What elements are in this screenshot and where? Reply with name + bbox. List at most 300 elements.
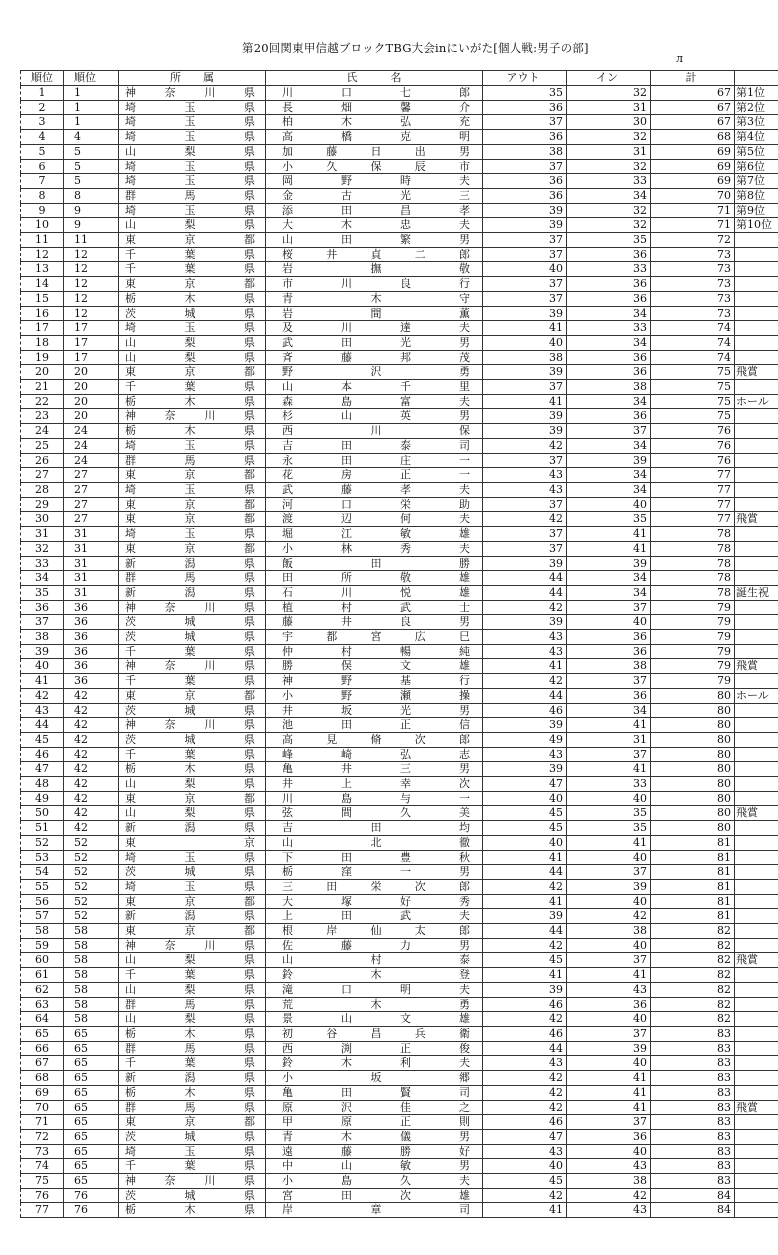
results-table xyxy=(20,70,778,1218)
cell-in: 37 xyxy=(567,1027,651,1042)
affiliation-text: 山 梨 県 xyxy=(125,218,255,232)
cell-name xyxy=(266,365,483,380)
cell-note: 飛賞 xyxy=(735,953,778,968)
cell-rank: 57 xyxy=(21,909,64,924)
name-text: 鈴 木 利 夫 xyxy=(282,1056,470,1070)
col-affiliation: 所 属 xyxy=(119,71,266,86)
table-row xyxy=(21,556,778,571)
cell-rank: 32 xyxy=(21,541,64,556)
cell-name xyxy=(266,174,483,189)
cell-affiliation xyxy=(119,1188,266,1203)
cell-note xyxy=(735,438,778,453)
table-row xyxy=(21,174,778,189)
cell-affiliation xyxy=(119,1027,266,1042)
name-text: 峰 崎 弘 志 xyxy=(282,747,470,761)
cell-note xyxy=(735,321,778,336)
cell-in: 37 xyxy=(567,600,651,615)
table-row xyxy=(21,497,778,512)
cell-name xyxy=(266,115,483,130)
cell-name xyxy=(266,850,483,865)
cell-note: 第10位 xyxy=(735,218,778,233)
cell-affiliation xyxy=(119,982,266,997)
cell-affiliation xyxy=(119,365,266,380)
cell-total: 75 xyxy=(651,365,735,380)
table-row xyxy=(21,644,778,659)
cell-affiliation xyxy=(119,130,266,145)
cell-rank: 48 xyxy=(21,777,64,792)
cell-name xyxy=(266,218,483,233)
cell-out: 44 xyxy=(483,571,567,586)
cell-order: 65 xyxy=(64,1129,119,1144)
cell-affiliation xyxy=(119,556,266,571)
cell-out: 43 xyxy=(483,1144,567,1159)
cell-name xyxy=(266,600,483,615)
name-text: 宇 都 宮 広 巳 xyxy=(282,630,470,644)
name-text: 滝 口 明 夫 xyxy=(282,982,470,996)
cell-out: 41 xyxy=(483,850,567,865)
cell-rank: 21 xyxy=(21,380,64,395)
cell-note xyxy=(735,924,778,939)
cell-out: 41 xyxy=(483,394,567,409)
cell-note: ホール xyxy=(735,394,778,409)
cell-out: 39 xyxy=(483,365,567,380)
cell-order: 36 xyxy=(64,659,119,674)
name-text: 斉 藤 邦 茂 xyxy=(282,350,470,364)
cell-out: 39 xyxy=(483,615,567,630)
cell-note xyxy=(735,600,778,615)
cell-rank: 49 xyxy=(21,791,64,806)
cell-affiliation xyxy=(119,188,266,203)
cell-name xyxy=(266,203,483,218)
name-text: 池 田 正 信 xyxy=(282,718,470,732)
cell-rank: 6 xyxy=(21,159,64,174)
cell-total: 80 xyxy=(651,688,735,703)
cell-rank: 25 xyxy=(21,438,64,453)
cell-rank: 67 xyxy=(21,1056,64,1071)
cell-note xyxy=(735,791,778,806)
cell-order: 76 xyxy=(64,1188,119,1203)
cell-in: 33 xyxy=(567,777,651,792)
cell-affiliation xyxy=(119,453,266,468)
cell-note xyxy=(735,541,778,556)
name-text: 青 木 儀 男 xyxy=(282,1129,470,1143)
cell-in: 37 xyxy=(567,424,651,439)
table-row xyxy=(21,806,778,821)
table-row xyxy=(21,453,778,468)
cell-total: 80 xyxy=(651,732,735,747)
cell-in: 41 xyxy=(567,527,651,542)
table-row xyxy=(21,938,778,953)
cell-order: 12 xyxy=(64,291,119,306)
cell-note: 飛賞 xyxy=(735,365,778,380)
cell-order: 8 xyxy=(64,188,119,203)
cell-note xyxy=(735,409,778,424)
cell-name xyxy=(266,159,483,174)
table-row xyxy=(21,1071,778,1086)
cell-out: 39 xyxy=(483,424,567,439)
affiliation-text: 新 潟 県 xyxy=(125,556,255,570)
cell-affiliation xyxy=(119,159,266,174)
cell-note xyxy=(735,821,778,836)
cell-name xyxy=(266,909,483,924)
affiliation-text: 神 奈 川 県 xyxy=(125,600,255,614)
name-text: 柏 木 弘 充 xyxy=(282,115,470,129)
affiliation-text: 茨 城 県 xyxy=(125,865,255,879)
cell-in: 40 xyxy=(567,894,651,909)
cell-in: 31 xyxy=(567,732,651,747)
cell-affiliation xyxy=(119,1203,266,1218)
cell-order: 42 xyxy=(64,732,119,747)
cell-affiliation xyxy=(119,541,266,556)
cell-out: 37 xyxy=(483,497,567,512)
cell-order: 5 xyxy=(64,174,119,189)
cell-out: 44 xyxy=(483,688,567,703)
cell-out: 40 xyxy=(483,1159,567,1174)
cell-total: 73 xyxy=(651,291,735,306)
cell-out: 39 xyxy=(483,909,567,924)
cell-rank: 71 xyxy=(21,1115,64,1130)
cell-affiliation xyxy=(119,732,266,747)
affiliation-text: 栃 木 県 xyxy=(125,1027,255,1040)
header-row xyxy=(21,71,778,86)
cell-order: 27 xyxy=(64,468,119,483)
cell-out: 38 xyxy=(483,144,567,159)
table-row xyxy=(21,600,778,615)
cell-in: 34 xyxy=(567,571,651,586)
name-text: 栃 窪 一 男 xyxy=(282,865,470,879)
cell-out: 44 xyxy=(483,585,567,600)
cell-affiliation xyxy=(119,394,266,409)
cell-in: 40 xyxy=(567,1056,651,1071)
table-row xyxy=(21,1056,778,1071)
affiliation-text: 山 梨 県 xyxy=(125,982,255,996)
cell-rank: 72 xyxy=(21,1129,64,1144)
cell-rank: 22 xyxy=(21,394,64,409)
cell-note xyxy=(735,865,778,880)
cell-in: 32 xyxy=(567,159,651,174)
name-text: 中 山 敏 男 xyxy=(282,1159,470,1173)
cell-affiliation xyxy=(119,497,266,512)
col-order: 順位 xyxy=(64,71,119,86)
cell-affiliation xyxy=(119,615,266,630)
cell-in: 36 xyxy=(567,409,651,424)
cell-out: 37 xyxy=(483,247,567,262)
cell-name xyxy=(266,130,483,145)
cell-note xyxy=(735,997,778,1012)
cell-affiliation xyxy=(119,953,266,968)
cell-in: 31 xyxy=(567,144,651,159)
name-text: 高 橋 克 明 xyxy=(282,130,470,144)
name-text: 下 田 豊 秋 xyxy=(282,850,470,864)
cell-out: 35 xyxy=(483,86,567,101)
cell-note xyxy=(735,968,778,983)
table-row xyxy=(21,468,778,483)
cell-total: 79 xyxy=(651,644,735,659)
cell-note xyxy=(735,453,778,468)
cell-in: 36 xyxy=(567,688,651,703)
cell-affiliation xyxy=(119,527,266,542)
cell-total: 83 xyxy=(651,1174,735,1189)
affiliation-text: 山 梨 県 xyxy=(125,806,255,820)
affiliation-text: 埼 玉 県 xyxy=(125,100,255,114)
cell-order: 36 xyxy=(64,600,119,615)
cell-name xyxy=(266,541,483,556)
cell-total: 82 xyxy=(651,968,735,983)
cell-out: 40 xyxy=(483,335,567,350)
cell-name xyxy=(266,1071,483,1086)
cell-in: 41 xyxy=(567,1071,651,1086)
cell-order: 65 xyxy=(64,1159,119,1174)
cell-order: 65 xyxy=(64,1144,119,1159)
cell-out: 40 xyxy=(483,835,567,850)
cell-order: 31 xyxy=(64,571,119,586)
cell-total: 67 xyxy=(651,86,735,101)
cell-total: 81 xyxy=(651,865,735,880)
cell-note: 第3位 xyxy=(735,115,778,130)
name-text: 長 畑 馨 介 xyxy=(282,100,470,114)
affiliation-text: 茨 城 県 xyxy=(125,1129,255,1143)
affiliation-text: 千 葉 県 xyxy=(125,247,255,261)
cell-order: 52 xyxy=(64,865,119,880)
cell-out: 40 xyxy=(483,791,567,806)
table-row xyxy=(21,380,778,395)
cell-in: 35 xyxy=(567,821,651,836)
cell-affiliation xyxy=(119,482,266,497)
cell-affiliation xyxy=(119,277,266,292)
name-text: 添 田 昌 孝 xyxy=(282,203,470,217)
cell-name xyxy=(266,703,483,718)
affiliation-text: 山 梨 県 xyxy=(125,777,255,791)
affiliation-text: 埼 玉 県 xyxy=(125,879,255,893)
cell-total: 78 xyxy=(651,585,735,600)
cell-in: 38 xyxy=(567,380,651,395)
cell-note xyxy=(735,335,778,350)
cell-order: 65 xyxy=(64,1085,119,1100)
cell-in: 41 xyxy=(567,968,651,983)
cell-out: 38 xyxy=(483,350,567,365)
cell-rank: 74 xyxy=(21,1159,64,1174)
cell-order: 12 xyxy=(64,262,119,277)
cell-note xyxy=(735,1159,778,1174)
cell-order: 52 xyxy=(64,894,119,909)
table-row xyxy=(21,791,778,806)
cell-out: 39 xyxy=(483,762,567,777)
cell-affiliation xyxy=(119,1115,266,1130)
cell-in: 37 xyxy=(567,865,651,880)
affiliation-text: 新 潟 県 xyxy=(125,585,255,599)
affiliation-text: 茨 城 県 xyxy=(125,1188,255,1202)
cell-order: 4 xyxy=(64,130,119,145)
cell-order: 17 xyxy=(64,321,119,336)
cell-name xyxy=(266,688,483,703)
cell-affiliation xyxy=(119,335,266,350)
cell-note: 飛賞 xyxy=(735,806,778,821)
cell-affiliation xyxy=(119,424,266,439)
cell-rank: 29 xyxy=(21,497,64,512)
cell-name xyxy=(266,1203,483,1218)
cell-out: 37 xyxy=(483,233,567,248)
cell-total: 67 xyxy=(651,100,735,115)
cell-order: 31 xyxy=(64,527,119,542)
cell-rank: 4 xyxy=(21,130,64,145)
cell-rank: 39 xyxy=(21,644,64,659)
affiliation-text: 埼 玉 県 xyxy=(125,850,255,864)
cell-affiliation xyxy=(119,409,266,424)
table-row xyxy=(21,953,778,968)
cell-rank: 5 xyxy=(21,144,64,159)
cell-out: 37 xyxy=(483,380,567,395)
cell-note xyxy=(735,835,778,850)
cell-total: 75 xyxy=(651,380,735,395)
table-row xyxy=(21,188,778,203)
cell-out: 36 xyxy=(483,100,567,115)
name-text: 森 島 富 夫 xyxy=(282,394,470,408)
cell-note xyxy=(735,1144,778,1159)
cell-total: 71 xyxy=(651,218,735,233)
cell-total: 79 xyxy=(651,615,735,630)
name-text: 上 田 武 夫 xyxy=(282,909,470,923)
cell-rank: 50 xyxy=(21,806,64,821)
name-text: 弦 間 久 美 xyxy=(282,806,470,820)
cell-total: 69 xyxy=(651,159,735,174)
cell-note xyxy=(735,556,778,571)
cell-rank: 11 xyxy=(21,233,64,248)
table-row xyxy=(21,130,778,145)
cell-name xyxy=(266,835,483,850)
cell-in: 34 xyxy=(567,394,651,409)
affiliation-text: 東 京 xyxy=(125,835,255,849)
cell-out: 49 xyxy=(483,732,567,747)
cell-rank: 17 xyxy=(21,321,64,336)
cell-name xyxy=(266,482,483,497)
name-text: 西 渕 正 俊 xyxy=(282,1041,470,1055)
affiliation-text: 茨 城 県 xyxy=(125,703,255,717)
affiliation-text: 埼 玉 県 xyxy=(125,321,255,335)
cell-affiliation xyxy=(119,777,266,792)
name-text: 渡 辺 何 夫 xyxy=(282,512,470,526)
cell-in: 40 xyxy=(567,791,651,806)
cell-out: 44 xyxy=(483,865,567,880)
cell-in: 40 xyxy=(567,1012,651,1027)
cell-affiliation xyxy=(119,100,266,115)
name-text: 川 島 与 一 xyxy=(282,791,470,805)
cell-affiliation xyxy=(119,630,266,645)
cell-total: 78 xyxy=(651,527,735,542)
cell-total: 72 xyxy=(651,233,735,248)
cell-order: 27 xyxy=(64,512,119,527)
cell-name xyxy=(266,777,483,792)
cell-name xyxy=(266,968,483,983)
affiliation-text: 東 京 都 xyxy=(125,365,255,379)
cell-in: 35 xyxy=(567,233,651,248)
cell-affiliation xyxy=(119,233,266,248)
cell-in: 40 xyxy=(567,1144,651,1159)
cell-rank: 10 xyxy=(21,218,64,233)
cell-in: 34 xyxy=(567,482,651,497)
cell-rank: 7 xyxy=(21,174,64,189)
affiliation-text: 東 京 都 xyxy=(125,791,255,805)
cell-rank: 56 xyxy=(21,894,64,909)
cell-in: 36 xyxy=(567,247,651,262)
cell-affiliation xyxy=(119,1174,266,1189)
cell-in: 36 xyxy=(567,644,651,659)
table-row xyxy=(21,482,778,497)
cell-order: 42 xyxy=(64,688,119,703)
cell-rank: 12 xyxy=(21,247,64,262)
cell-name xyxy=(266,1027,483,1042)
table-row xyxy=(21,1174,778,1189)
cell-name xyxy=(266,438,483,453)
cell-name xyxy=(266,924,483,939)
cell-out: 37 xyxy=(483,453,567,468)
cell-in: 33 xyxy=(567,262,651,277)
cell-order: 65 xyxy=(64,1056,119,1071)
table-row xyxy=(21,615,778,630)
cell-in: 34 xyxy=(567,335,651,350)
cell-name xyxy=(266,497,483,512)
cell-in: 32 xyxy=(567,218,651,233)
table-row xyxy=(21,1100,778,1115)
cell-total: 71 xyxy=(651,203,735,218)
name-text: 山 北 徹 xyxy=(282,835,470,849)
name-text: 小 林 秀 夫 xyxy=(282,541,470,555)
affiliation-text: 東 京 都 xyxy=(125,541,255,555)
cell-out: 43 xyxy=(483,644,567,659)
cell-rank: 47 xyxy=(21,762,64,777)
cell-total: 77 xyxy=(651,497,735,512)
cell-out: 39 xyxy=(483,556,567,571)
cell-note xyxy=(735,777,778,792)
cell-in: 40 xyxy=(567,938,651,953)
cell-out: 47 xyxy=(483,777,567,792)
cell-name xyxy=(266,335,483,350)
cell-rank: 13 xyxy=(21,262,64,277)
cell-note xyxy=(735,380,778,395)
name-text: 市 川 良 行 xyxy=(282,277,470,291)
cell-order: 5 xyxy=(64,159,119,174)
name-text: 岡 野 時 夫 xyxy=(282,174,470,188)
name-text: 小 久 保 辰 市 xyxy=(282,159,470,173)
cell-order: 42 xyxy=(64,762,119,777)
cell-out: 45 xyxy=(483,806,567,821)
cell-rank: 3 xyxy=(21,115,64,130)
cell-note xyxy=(735,894,778,909)
cell-total: 73 xyxy=(651,277,735,292)
cell-note xyxy=(735,497,778,512)
cell-note: ホール xyxy=(735,688,778,703)
cell-order: 31 xyxy=(64,556,119,571)
affiliation-text: 山 梨 県 xyxy=(125,350,255,364)
name-text: 井 坂 光 男 xyxy=(282,703,470,717)
cell-name xyxy=(266,732,483,747)
affiliation-text: 埼 玉 県 xyxy=(125,130,255,144)
cell-out: 42 xyxy=(483,512,567,527)
cell-name xyxy=(266,409,483,424)
cell-order: 20 xyxy=(64,380,119,395)
cell-total: 79 xyxy=(651,630,735,645)
cell-note xyxy=(735,703,778,718)
cell-affiliation xyxy=(119,850,266,865)
table-row xyxy=(21,203,778,218)
cell-in: 34 xyxy=(567,468,651,483)
cell-order: 52 xyxy=(64,879,119,894)
cell-name xyxy=(266,821,483,836)
name-text: 小 島 久 夫 xyxy=(282,1174,470,1188)
cell-order: 52 xyxy=(64,909,119,924)
cell-order: 31 xyxy=(64,585,119,600)
cell-total: 82 xyxy=(651,1012,735,1027)
affiliation-text: 新 潟 県 xyxy=(125,821,255,835)
